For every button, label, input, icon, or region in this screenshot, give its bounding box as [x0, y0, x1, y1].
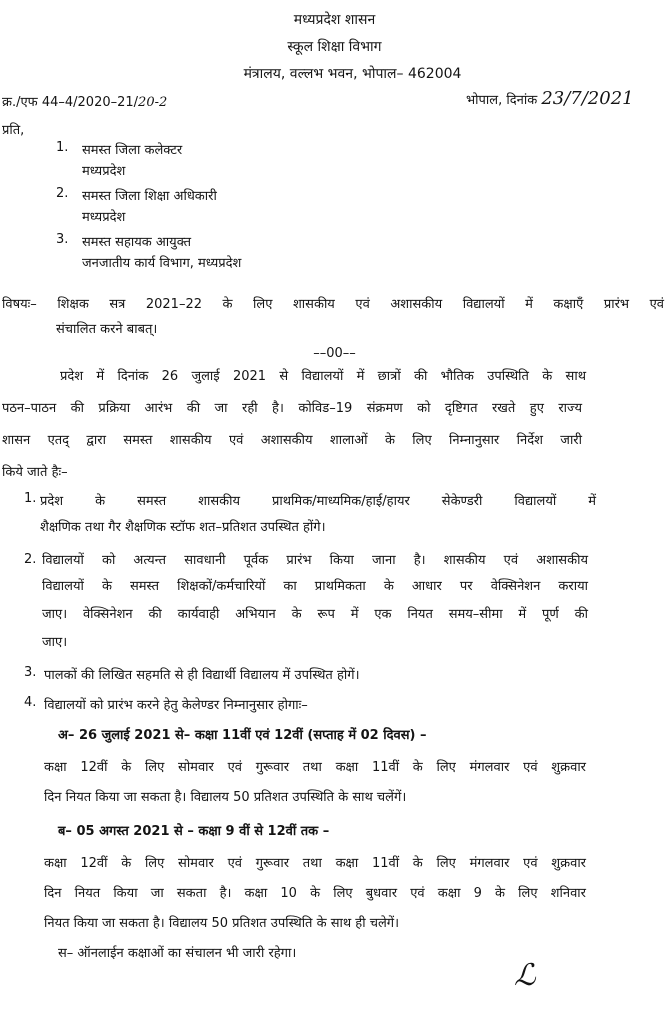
recipient-2-number: 2. — [56, 186, 69, 201]
calendar-a-line-2: दिन नियत किया जा सकता है। विद्यालय 50 प्रतिशत उपस्थिति के साथ चलेंगें। — [44, 790, 407, 805]
recipient-1-number: 1. — [56, 140, 69, 155]
point-2-number: 2. — [24, 552, 37, 567]
subject-line-2: संचालित करने बाबत्। — [56, 322, 158, 337]
calendar-b-line-1: कक्षा 12वीं के लिए सोमवार एवं गुरूवार तथा कक्षा 11वीं के लिए मंगलवार एवं शुक्रवार — [44, 856, 586, 871]
date-handwritten: 23/7/2021 — [541, 88, 634, 109]
subject-line-1: विषयः– शिक्षक सत्र 2021–22 के लिए शासकीय एवं अशासकीय विद्यालयों में कक्षाएँ प्रारंभ एवं — [2, 297, 664, 312]
calendar-b-line-2: दिन नियत किया जा सकता है। कक्षा 10 के लिए बुधवार एवं कक्षा 9 के लिए शनिवार — [44, 886, 586, 901]
point-3-line-1: पालकों की लिखित सहमति से ही विद्यार्थी विद्यालय में उपस्थित होगें। — [44, 668, 360, 683]
calendar-a-heading: अ– 26 जुलाई 2021 से– कक्षा 11वीं एवं 12वीं (सप्ताह में 02 दिवस) – — [58, 728, 427, 743]
intro-line-2: पठन–पाठन की प्रक्रिया आरंभ की जा रही है। कोविड–19 संक्रमण को दृष्टिगत रखते हुए राज्य — [2, 401, 582, 416]
point-2-line-3: जाए। वेक्सिनेशन की कार्यवाही अभियान के रूप में एक नियत समय–सीमा में पूर्ण की — [42, 607, 588, 622]
separator: ––00–– — [313, 346, 356, 361]
recipient-1-line1: समस्त जिला कलेक्टर — [82, 143, 183, 158]
department-name: स्कूल शिक्षा विभाग — [287, 39, 382, 55]
point-3-number: 3. — [24, 665, 37, 680]
intro-line-1: प्रदेश में दिनांक 26 जुलाई 2021 से विद्यालयों में छात्रों की भौतिक उपस्थिति के साथ — [60, 369, 586, 384]
reference-number-prefix: क्र./एफ 44–4/2020–21/ — [2, 95, 139, 110]
intro-line-3: शासन एतद् द्वारा समस्त शासकीय एवं अशासकीय शालाओं के लिए निम्नानुसार निर्देश जारी — [2, 433, 582, 448]
date-label: भोपाल, दिनांक — [466, 93, 538, 108]
calendar-c-line: स– ऑनलाईन कक्षाओं का संचालन भी जारी रहेगा। — [58, 946, 297, 961]
point-4-number: 4. — [24, 695, 37, 710]
date-line — [466, 88, 634, 109]
signature-mark: ℒ — [514, 958, 536, 993]
address-line: मंत्रालय, वल्लभ भवन, भोपाल– 462004 — [243, 66, 462, 82]
reference-number-handwritten: 20-2 — [138, 95, 168, 110]
govt-name: मध्यप्रदेश शासन — [293, 12, 376, 28]
point-2-line-1: विद्यालयों को अत्यन्त सावधानी पूर्वक प्रारंभ किया जाना है। शासकीय एवं अशासकीय — [42, 553, 588, 568]
point-1-number: 1. — [24, 491, 37, 506]
recipient-3-line2: जनजातीय कार्य विभाग, मध्यप्रदेश — [82, 256, 242, 271]
point-1-line-2: शैक्षणिक तथा गैर शैक्षणिक स्टॉफ शत–प्रतिशत उपस्थित होंगे। — [40, 520, 326, 535]
intro-line-4: किये जाते हैः– — [2, 465, 68, 480]
recipient-2-line2: मध्यप्रदेश — [82, 210, 126, 225]
point-2-line-4: जाए। — [42, 635, 68, 650]
calendar-b-heading: ब– 05 अगस्त 2021 से – कक्षा 9 वीं से 12वीं तक – — [58, 824, 330, 839]
point-2-line-2: विद्यालयों के समस्त शिक्षकों/कर्मचारियों का प्राथमिकता के आधार पर वेक्सिनेशन कराया — [42, 579, 588, 594]
recipient-1-line2: मध्यप्रदेश — [82, 164, 126, 179]
recipient-3-number: 3. — [56, 232, 69, 247]
point-4-line-1: विद्यालयों को प्रारंभ करने हेतु केलेण्डर निम्नानुसार होगाः– — [44, 698, 308, 713]
calendar-a-line-1: कक्षा 12वीं के लिए सोमवार एवं गुरूवार तथा कक्षा 11वीं के लिए मंगलवार एवं शुक्रवार — [44, 760, 586, 775]
recipient-3-line1: समस्त सहायक आयुक्त — [82, 235, 192, 250]
point-1-line-1: प्रदेश के समस्त शासकीय प्राथमिक/माध्यमिक/हाई/हायर सेकेण्डरी विद्यालयों में — [40, 494, 596, 509]
calendar-b-line-3: नियत किया जा सकता है। विद्यालय 50 प्रतिशत उपस्थिति के साथ ही चलेगें। — [44, 916, 400, 931]
recipient-2-line1: समस्त जिला शिक्षा अधिकारी — [82, 189, 217, 204]
reference-number — [2, 92, 167, 110]
to-label: प्रति, — [2, 123, 25, 138]
